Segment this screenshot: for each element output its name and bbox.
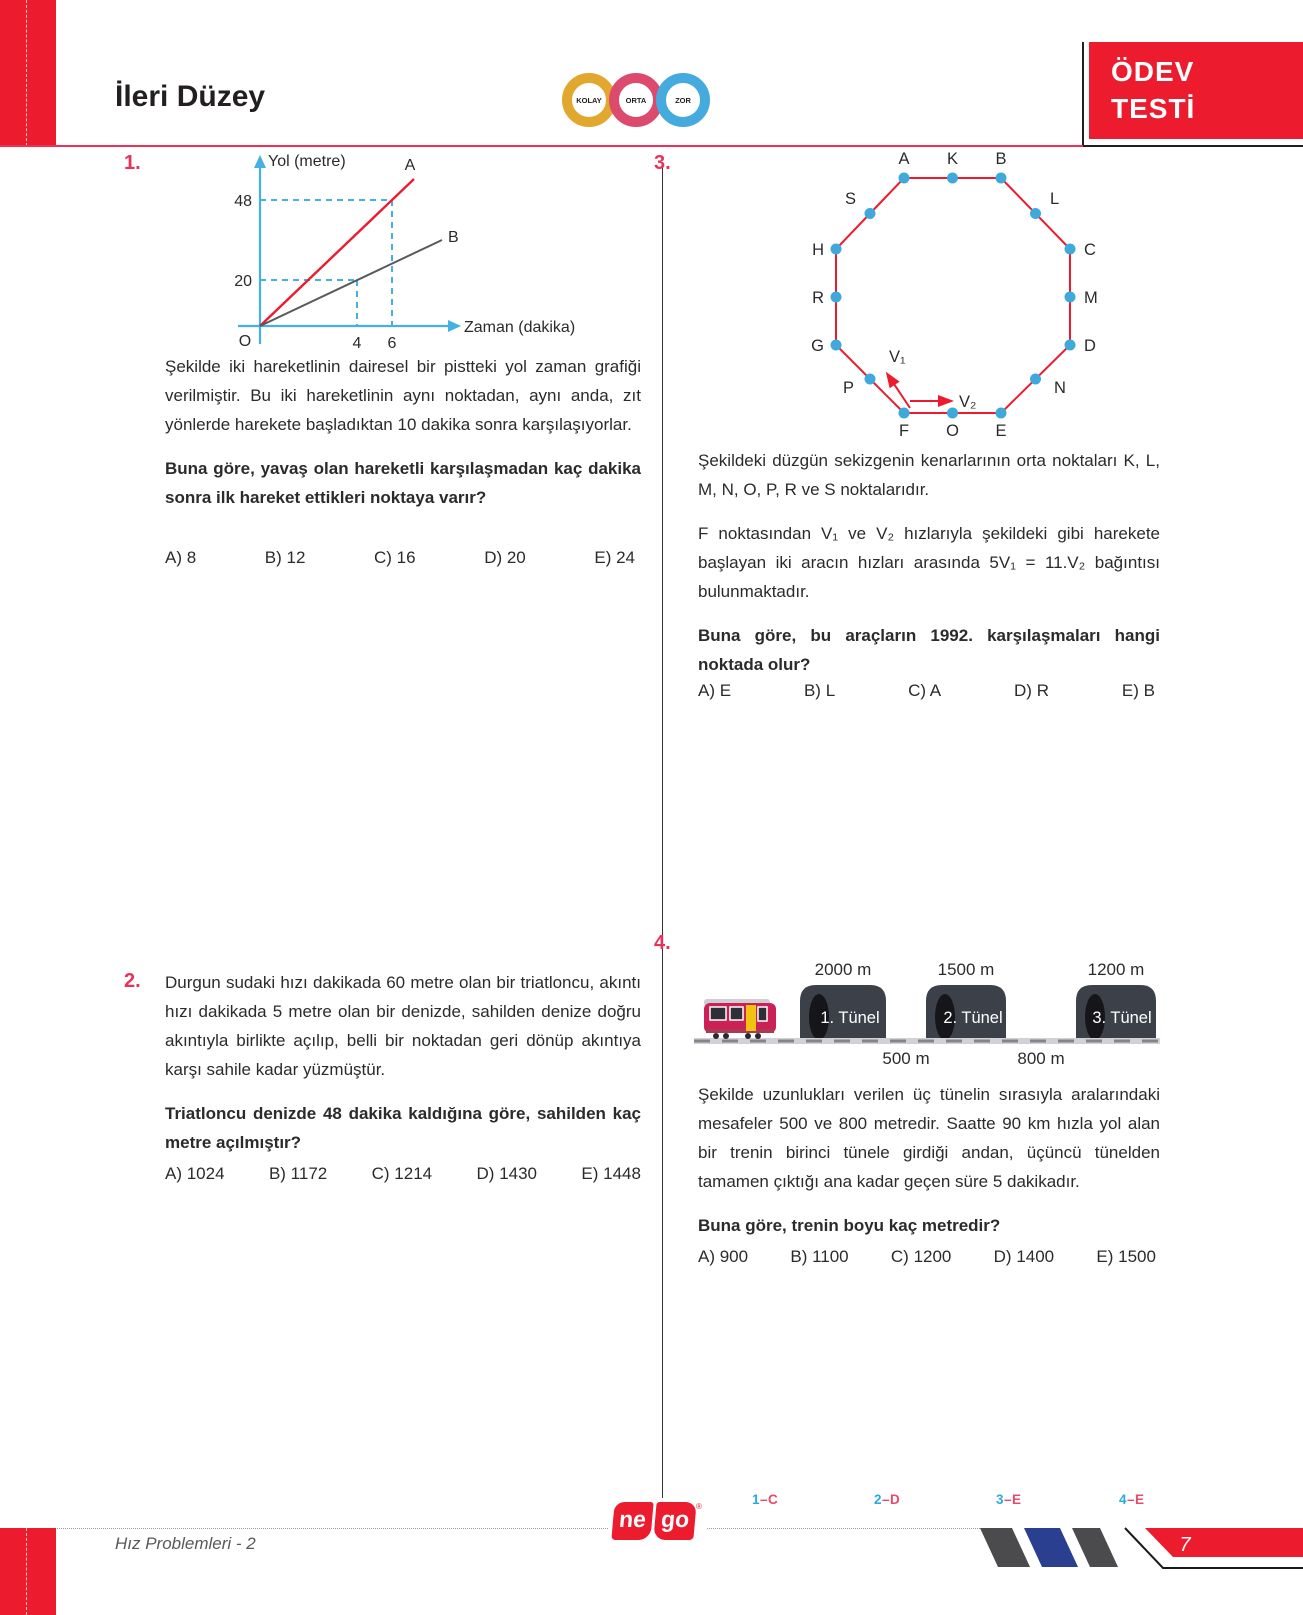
octagon-label-N: N [1054, 379, 1066, 397]
header-rule-black [1083, 145, 1303, 147]
gap-1-label: 500 m [882, 1049, 930, 1068]
q3-body [698, 446, 1160, 694]
stripe-gray-2 [1072, 1528, 1118, 1567]
origin-label: O [238, 333, 252, 350]
q4-choice-d: D) 1400 [993, 1247, 1055, 1266]
answer-key-3-num: 3 [996, 1492, 1005, 1507]
test-box-line1: ÖDEV [1111, 56, 1195, 87]
q1-question: Buna göre, yavaş olan hareketli karşılaşmadan kaç dakika sonra ilk hareket ettikleri noktaya varır? [165, 459, 641, 507]
q2-body [165, 968, 641, 1172]
q2-choice-c: C) 1214 [371, 1164, 433, 1183]
x-axis-label: Zaman (dakika) [464, 319, 576, 336]
column-divider [662, 162, 663, 1498]
q3-choice-d: D) R [1014, 681, 1049, 700]
stripe-gray-1 [980, 1528, 1030, 1567]
red-bar-dash-line-bottom [26, 1528, 27, 1615]
octagon-label-B: B [995, 150, 1007, 168]
octagon-label-S: S [844, 190, 856, 208]
train-icon [704, 999, 776, 1039]
q4-number: 4. [654, 932, 671, 954]
q1-number: 1. [124, 152, 141, 174]
octagon-label-P: P [842, 379, 854, 397]
footer-lesson-title: Hız Problemleri - 2 [115, 1534, 256, 1553]
octagon-dots [831, 173, 1076, 419]
q2-choice-d: D) 1430 [476, 1164, 538, 1183]
tunnel-1-length: 2000 m [814, 960, 872, 979]
gap-2-label: 800 m [1017, 1049, 1065, 1068]
x-axis-arrow-icon [448, 320, 461, 332]
v1-label: V₁ [889, 348, 906, 366]
difficulty-badge-medium [609, 73, 663, 127]
badge-medium-label: ORTA [625, 95, 647, 105]
q3-question: Buna göre, bu araçların 1992. karşılaşmaları hangi noktada olur? [698, 626, 1160, 674]
octagon-label-G: G [811, 337, 824, 355]
footer-rule [55, 1528, 980, 1529]
homework-test-box [1089, 42, 1303, 139]
q3-octagon-diagram [788, 150, 1118, 450]
answer-key-3 [996, 1492, 1022, 1507]
badge-hard-label: ZOR [675, 95, 691, 105]
registered-mark-icon: ® [695, 1502, 702, 1511]
answer-key-2 [874, 1492, 900, 1507]
octagon-label-R: R [812, 289, 824, 307]
stripe-blue [1024, 1528, 1078, 1567]
publisher-logo [608, 1502, 707, 1540]
octagon-label-F: F [898, 422, 910, 440]
q2-choice-e: E) 1448 [581, 1164, 641, 1183]
red-bar-dash-line [26, 0, 27, 146]
q3-choice-e: E) B [1121, 681, 1155, 700]
octagon-label-M: M [1084, 289, 1098, 307]
answer-key-4-letter: –E [1127, 1492, 1145, 1507]
test-box-left-rule [1082, 42, 1084, 147]
octagon-label-E: E [995, 422, 1007, 440]
x-tick-4: 4 [352, 335, 362, 352]
q2-choice-b: B) 1172 [268, 1164, 328, 1183]
page-title: İleri Düzey [115, 80, 266, 113]
answer-key-2-letter: –D [882, 1492, 901, 1507]
q4-paragraph: Şekilde uzunlukları verilen üç tünelin sırasıyla aralarındaki mesafeler 500 ve 800 metredir. Saatte 90 km hızla yol alan bir trenin birinci tünele girdiği andan, üçüncü tünelden tamamen çıktığı ana kadar geçen süre 5 dakikadır. [698, 1085, 1160, 1191]
q1-choice-d: D) 20 [484, 548, 526, 567]
q4-choice-e: E) 1500 [1096, 1247, 1156, 1266]
x-tick-6: 6 [387, 335, 397, 352]
page-number: 7 [1179, 1534, 1191, 1556]
octagon-label-L: L [1050, 190, 1060, 208]
answer-key-1-num: 1 [752, 1492, 761, 1507]
q2-choices [165, 1164, 641, 1184]
y-axis-label: Yol (metre) [268, 153, 346, 170]
tunnel-2-length: 1500 m [937, 960, 995, 979]
q1-choice-c: C) 16 [374, 548, 416, 567]
q1-choices [165, 548, 635, 568]
answer-key-4 [1119, 1492, 1145, 1507]
line-b-label: B [448, 229, 459, 246]
line-b [260, 240, 442, 326]
answer-key-2-num: 2 [874, 1492, 883, 1507]
q4-question: Buna göre, trenin boyu kaç metredir? [698, 1216, 1001, 1235]
y-tick-48: 48 [234, 193, 252, 210]
tunnel-2-name: 2. Tünel [943, 1009, 1003, 1027]
q2-question: Triatloncu denizde 48 dakika kaldığına göre, sahilden kaç metre açılmıştır? [165, 1104, 641, 1152]
answer-key-1 [752, 1492, 778, 1507]
difficulty-badge-easy [562, 73, 616, 127]
test-box-line2: TESTİ [1111, 93, 1196, 124]
q3-choices [698, 681, 1155, 701]
y-tick-20: 20 [234, 273, 252, 290]
difficulty-badge-hard [656, 73, 710, 127]
footer-stripes [960, 1526, 1303, 1572]
q2-choice-a: A) 1024 [165, 1164, 225, 1183]
bottom-left-red-bar [0, 1528, 56, 1615]
q4-choice-c: C) 1200 [890, 1247, 952, 1266]
q4-choice-b: B) 1100 [790, 1247, 849, 1266]
octagon-label-A: A [898, 150, 910, 168]
octagon-label-K: K [946, 150, 959, 168]
q4-body [698, 1080, 1160, 1255]
q3-choice-a: A) E [698, 681, 732, 700]
q3-choice-c: C) A [908, 681, 942, 700]
q3-paragraph1: Şekildeki düzgün sekizgenin kenarlarının orta noktaları K, L, M, N, O, P, R ve S noktalarıdır. [698, 451, 1160, 499]
answer-key-1-letter: –C [760, 1492, 779, 1507]
badge-easy-label: KOLAY [576, 95, 602, 105]
q1-body [165, 352, 641, 527]
page-ribbon [1145, 1528, 1303, 1557]
q3-number: 3. [654, 152, 671, 174]
q2-number: 2. [124, 970, 141, 992]
answer-key-4-num: 4 [1119, 1492, 1128, 1507]
q4-choice-a: A) 900 [698, 1247, 749, 1266]
tunnel-1-name: 1. Tünel [820, 1009, 880, 1027]
q4-tunnel-diagram [690, 945, 1165, 1073]
octagon-label-O: O [946, 422, 959, 440]
q1-graph [198, 146, 578, 364]
q4-choices [698, 1247, 1156, 1267]
octagon-label-H: H [812, 241, 824, 259]
v2-label: V₂ [959, 393, 977, 411]
top-left-red-bar [0, 0, 56, 146]
answer-key-3-letter: –E [1004, 1492, 1022, 1507]
q1-choice-a: A) 8 [165, 548, 197, 567]
line-a [260, 179, 414, 326]
octagon-label-C: C [1084, 241, 1096, 259]
line-a-label: A [404, 157, 416, 174]
q1-choice-e: E) 24 [594, 548, 635, 567]
q1-paragraph: Şekilde iki hareketlinin dairesel bir pistteki yol zaman grafiği verilmiştir. Bu iki hareketlinin aynı noktadan, aynı anda, zıt yönlerde harekete başladıktan 10 dakika sonra karşılaşıyorlar. [165, 357, 641, 434]
octagon-label-D: D [1084, 337, 1096, 355]
logo-ne: ne [611, 1502, 653, 1540]
y-axis-arrow-icon [254, 155, 266, 168]
logo-go: go [653, 1502, 696, 1540]
q2-paragraph: Durgun sudaki hızı dakikada 60 metre olan bir triatloncu, akıntı hızı dakikada 5 metre olan bir denizde, sahilden denize doğru akıntıyla birlikte açılıp, belli bir noktadan geri dönüp akıntıya karşı sahile kadar yüzmüştür. [165, 973, 641, 1079]
q3-paragraph2: F noktasından V₁ ve V₂ hızlarıyla şekildeki gibi harekete başlayan iki aracın hızları arasında 5V₁ = 11.V₂ bağıntısı bulunmaktadır. [698, 524, 1160, 601]
q1-choice-b: B) 12 [264, 548, 306, 567]
tunnel-3-name: 3. Tünel [1092, 1009, 1152, 1027]
v1-arrow-icon [888, 375, 910, 408]
tunnel-3-length: 1200 m [1087, 960, 1145, 979]
q3-choice-b: B) L [803, 681, 836, 700]
